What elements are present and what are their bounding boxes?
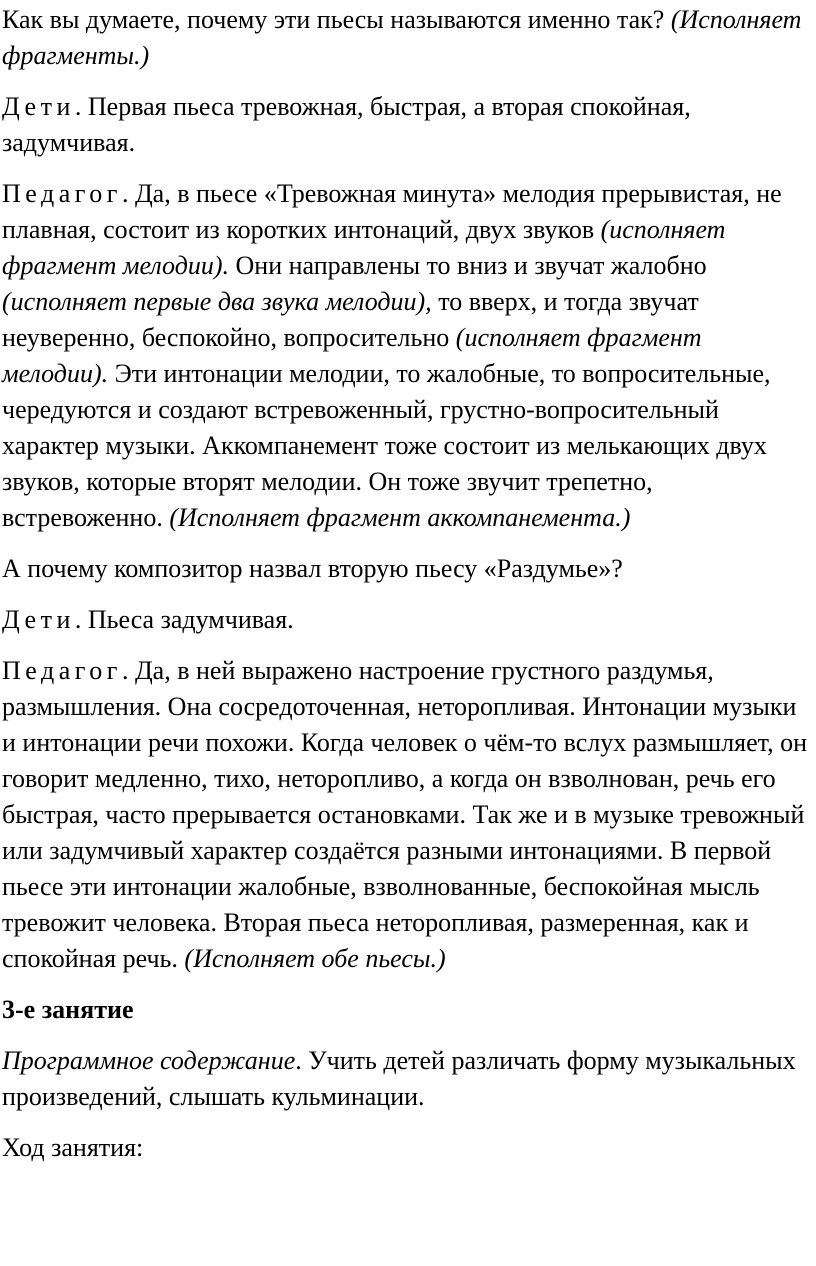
paragraph-text: А почему композитор назвал вторую пьесу «Раздумье»? <box>2 554 623 583</box>
paragraph-text: . Первая пьеса тревожная, быстрая, а вторая спокойная, задумчивая. <box>2 92 691 157</box>
paragraph-lesson-course <box>2 1130 812 1166</box>
speaker-label: Педагог <box>2 656 122 685</box>
paragraph-children-answer-1 <box>2 89 812 161</box>
paragraph-text: Эти интонации мелодии, то жалобные, то вопросительные, чередуются и создают встревоженный, грустно-вопросительный характер музыки. Аккомпанемент тоже состоит из мелькающих двух звуков, которые вторят мелодии. Он тоже звучит трепетно, встревоженно. <box>2 359 771 532</box>
paragraph-program-content <box>2 1043 812 1115</box>
speaker-label: Дети <box>2 605 75 634</box>
paragraph-text: Как вы думаете, почему эти пьесы называются именно так? <box>2 5 671 34</box>
paragraph-text: . Пьеса задумчивая. <box>74 605 294 634</box>
section-heading: 3-е занятие <box>2 995 134 1024</box>
stage-direction: (Исполняет фрагмент аккомпанемента.) <box>169 503 631 532</box>
stage-direction: (Исполняет фрагменты.) <box>2 5 802 70</box>
paragraph-text: Они направлены то вниз и звучат жалобно <box>229 251 707 280</box>
paragraph-text: . Да, в ней выражено настроение грустного раздумья, размышления. Она сосредоточенная, неторопливая. Интонации музыки и интонации речи похожи. Когда человек о чём-то вслух размышляет, он говорит медленно, тихо, неторопливо, а когда он взволнован, речь его быстрая, часто прерывается остановками. Так же и в музыке тревожный или задумчивый характер создаётся разными интонациями. В первой пьесе эти интонации жалобные, взволнованные, беспокойная мысль тревожит человека. Вторая пьеса неторопливая, размеренная, как и спокойная речь. <box>2 656 807 973</box>
speaker-label: Дети <box>2 92 75 121</box>
paragraph-children-answer-2 <box>2 602 812 638</box>
paragraph-text: то вверх, и тогда звучат неуверенно, беспокойно, вопросительно <box>2 287 699 352</box>
paragraph-teacher-explanation-1 <box>2 176 812 536</box>
stage-direction: (исполняет первые два звука мелодии), <box>2 287 432 316</box>
term-label: Программное содержание <box>2 1046 296 1075</box>
paragraph-question-second-piece <box>2 551 812 587</box>
paragraph-text: . Да, в пьесе «Тревожная минута» мелодия прерывистая, не плавная, состоит из коротких интонаций, двух звуков <box>2 179 782 244</box>
stage-direction: (исполняет фрагмент мелодии). <box>2 323 702 388</box>
stage-direction: (Исполняет обе пьесы.) <box>184 944 446 973</box>
paragraph-question-names <box>2 2 812 74</box>
paragraph-text: . Учить детей различать форму музыкальных произведений, слышать кульминации. <box>2 1046 796 1111</box>
speaker-label: Педагог <box>2 179 122 208</box>
paragraph-teacher-explanation-2 <box>2 653 812 977</box>
stage-direction: (исполняет фрагмент мелодии). <box>2 215 726 280</box>
paragraph-text: Ход занятия: <box>2 1133 144 1162</box>
